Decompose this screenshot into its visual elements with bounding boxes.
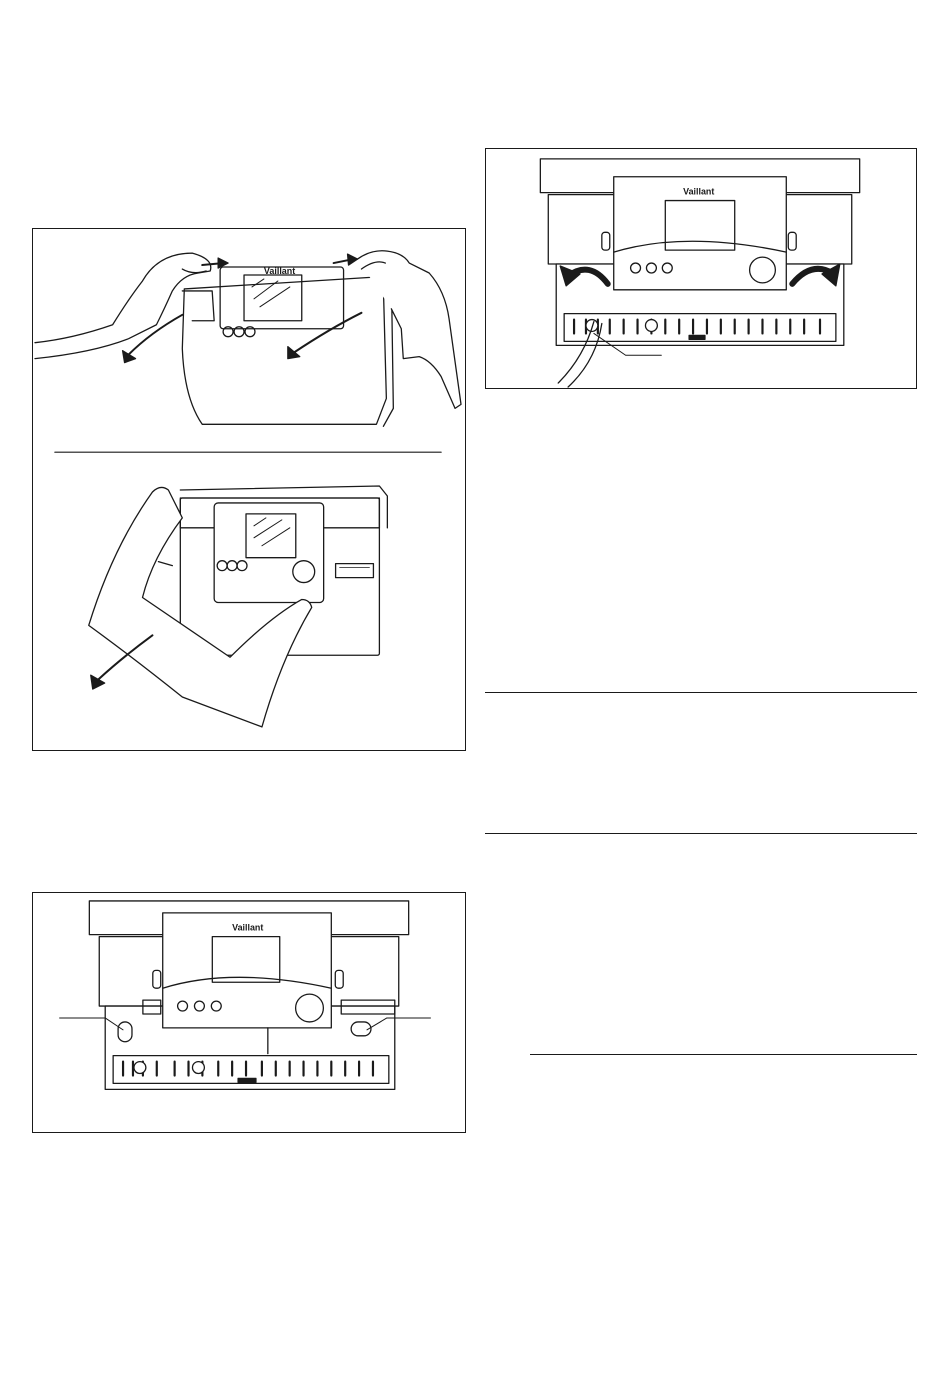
terminal-strip [564, 314, 836, 342]
terminal-strip [113, 1056, 389, 1084]
section-divider-2 [485, 833, 917, 834]
section-divider-1 [485, 692, 917, 693]
housing-screws-illustration [33, 893, 465, 1132]
figure-flaps-open [485, 148, 917, 389]
step-2-drawing [89, 486, 388, 727]
section-divider-3 [530, 1054, 917, 1055]
figure-cover-removal [32, 228, 466, 751]
cover-removal-illustration [33, 229, 465, 750]
brand-logo-bottom-left: Vaillant [232, 922, 264, 933]
step-1-drawing [35, 251, 461, 427]
flaps-open-illustration [486, 149, 916, 388]
figure-housing-screws [32, 892, 466, 1133]
brand-logo-top-left: Vaillant [263, 265, 296, 276]
brand-logo-top-right: Vaillant [683, 186, 715, 197]
